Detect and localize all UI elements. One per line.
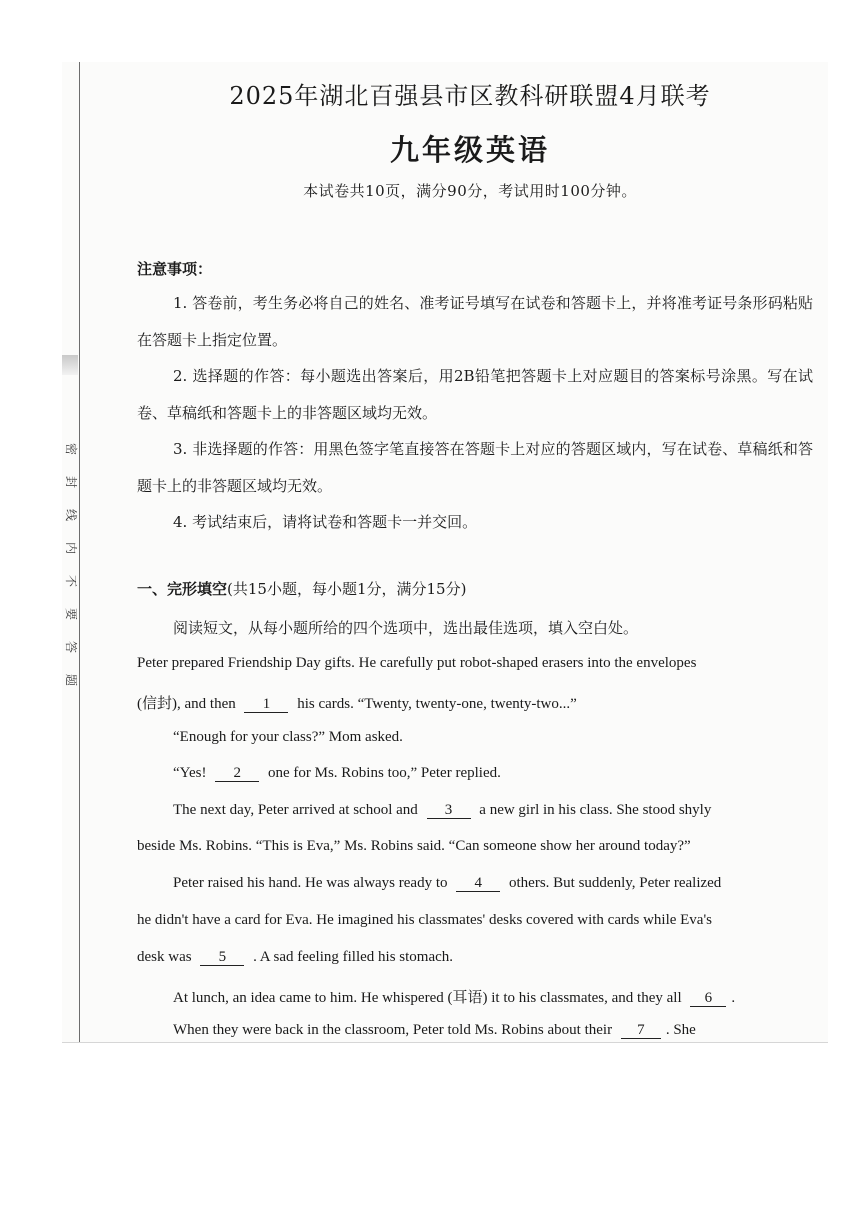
passage-text: “Yes! [173, 765, 207, 781]
notice-item-3: 3. 非选择题的作答：用黑色签字笔直接答在答题卡上对应的答题区域内，写在试卷、草稿纸和答题卡上的非答题区域均无效。 [137, 440, 813, 495]
binding-margin-text [62, 440, 80, 689]
notice-item-2: 2. 选择题的作答：每小题选出答案后，用2B铅笔把答题卡上对应题目的答案标号涂黑。写在试卷、草稿纸和答题卡上的非答题区域均无效。 [137, 367, 813, 422]
blank-5: 5 [200, 949, 244, 966]
passage-text: his cards. “Twenty, twenty-one, twenty-two...” [297, 696, 577, 712]
blank-6: 6 [690, 990, 726, 1007]
margin-char: 不 [63, 574, 78, 588]
margin-char: 线 [63, 508, 78, 522]
passage-text: Peter raised his hand. He was always ready to [173, 875, 448, 891]
margin-char: 封 [63, 475, 78, 489]
blank-1: 1 [244, 696, 288, 713]
passage-text: . A sad feeling filled his stomach. [253, 949, 454, 965]
exam-title: 2025年湖北百强县市区教科研联盟4月联考 [229, 82, 711, 110]
passage-text: When they were back in the classroom, Peter told Ms. Robins about their [173, 1022, 613, 1038]
margin-char: 密 [63, 442, 78, 456]
section-title: 一、完形填空 [137, 580, 228, 598]
section-heading [137, 578, 466, 599]
margin-char: 题 [63, 673, 78, 687]
passage-line: beside Ms. Robins. “This is Eva,” Ms. Robins said. “Can someone show her around today?” [137, 838, 691, 854]
notice-item-4: 4. 考试结束后，请将试卷和答题卡一并交回。 [173, 513, 478, 531]
exam-page [62, 62, 828, 1043]
blank-3: 3 [427, 802, 471, 819]
passage-text: . [731, 990, 736, 1006]
notice-item-1: 1. 答卷前，考生务必将自己的姓名、准考证号填写在试卷和答题卡上，并将准考证号条形码粘贴在答题卡上指定位置。 [137, 294, 813, 349]
passage-line [173, 765, 849, 782]
margin-char: 答 [63, 640, 78, 654]
passage-line [173, 1022, 849, 1039]
passage-text: a new girl in his class. She stood shyly [479, 802, 712, 818]
passage-text: The next day, Peter arrived at school and [173, 802, 418, 818]
passage-line: Peter prepared Friendship Day gifts. He carefully put robot-shaped erasers into the envelopes [137, 655, 697, 671]
passage-line [173, 802, 849, 819]
passage-text: desk was [137, 949, 192, 965]
passage-text: . She [665, 1022, 696, 1038]
passage-text: others. But suddenly, Peter realized [509, 875, 722, 891]
blank-4: 4 [456, 875, 500, 892]
passage-text: one for Ms. Robins too,” Peter replied. [267, 765, 501, 781]
passage-line: “Enough for your class?” Mom asked. [173, 729, 403, 745]
passage-line: he didn't have a card for Eva. He imagined his classmates' desks covered with cards while Eva's [137, 912, 713, 928]
blank-2: 2 [215, 765, 259, 782]
margin-char: 内 [63, 541, 78, 555]
subject-title: 九年级英语 [389, 133, 550, 167]
passage-text: (信封), and then [137, 696, 236, 712]
section-instruction: 阅读短文，从每小题所给的四个选项中，选出最佳选项，填入空白处。 [173, 619, 639, 637]
page-fold-shadow [62, 355, 78, 375]
notice-heading: 注意事项： [137, 260, 213, 278]
passage-text: At lunch, an idea came to him. He whispered (耳语) it to his classmates, and they all [173, 990, 682, 1006]
passage-line [173, 986, 849, 1007]
section-detail: (共15小题，每小题1分，满分15分) [227, 580, 467, 598]
passage-line [137, 692, 813, 713]
passage-line [137, 949, 813, 966]
margin-char: 要 [63, 607, 78, 621]
blank-7: 7 [621, 1022, 661, 1039]
exam-info: 本试卷共10页，满分90分，考试用时100分钟。 [303, 182, 637, 200]
passage-line [173, 875, 849, 892]
